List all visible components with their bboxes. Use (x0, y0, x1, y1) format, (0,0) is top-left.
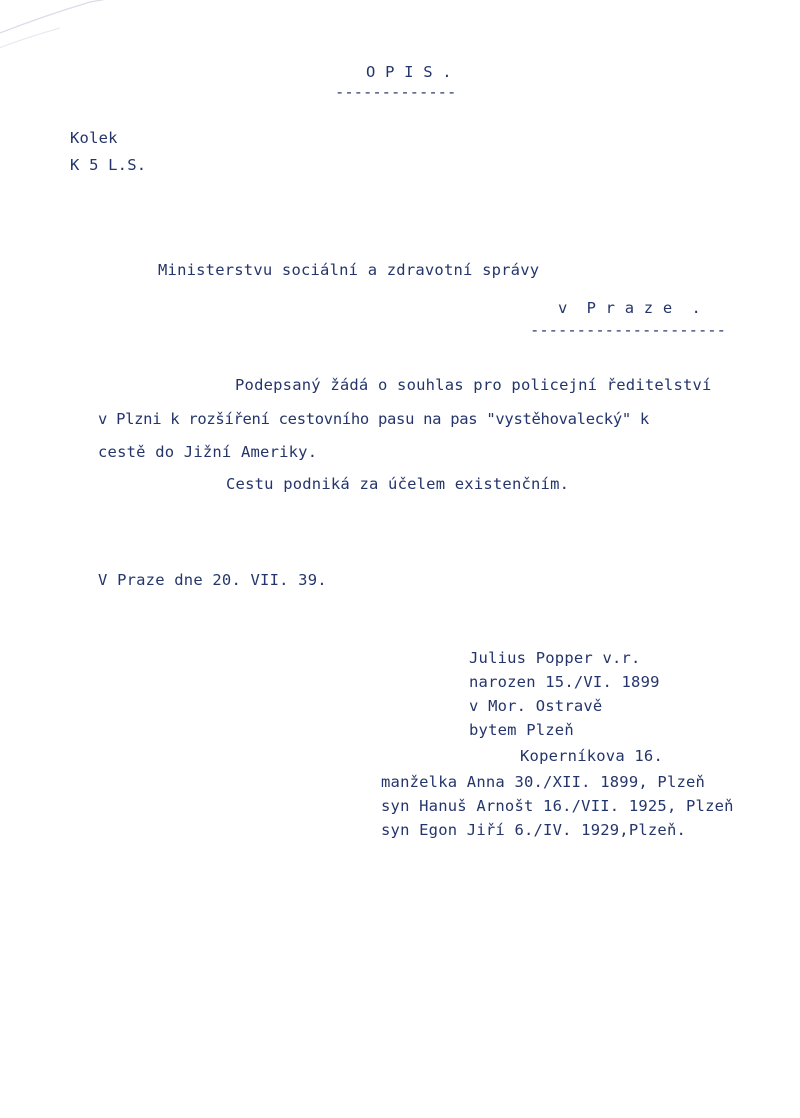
body-line-4: Cestu podniká za účelem existenčním. (226, 475, 570, 493)
stamp-value: K 5 L.S. (70, 156, 147, 174)
signature-residence: bytem Plzeň (469, 721, 574, 739)
paper-fold-mark (0, 0, 200, 80)
signature-born: narozen 15./VI. 1899 (469, 673, 660, 691)
body-line-2: v Plzni k rozšíření cestovního pasu na pas "vystěhovalecký" k (98, 410, 649, 428)
family-member-son-2: syn Egon Jiří 6./IV. 1929,Plzeň. (381, 821, 687, 839)
family-member-wife: manželka Anna 30./XII. 1899, Plzeň (381, 773, 706, 791)
date-line: V Praze dne 20. VII. 39. (98, 571, 327, 589)
signature-birthplace: v Mor. Ostravě (469, 697, 603, 715)
family-member-son-1: syn Hanuš Arnošt 16./VII. 1925, Plzeň (381, 797, 734, 815)
body-line-3: cestě do Jižní Ameriky. (98, 443, 318, 461)
body-line-1: Podepsaný žádá o souhlas pro policejní ředitelství (235, 376, 712, 394)
addressee-city-underline: --------------------- (530, 321, 726, 339)
signature-name: Julius Popper v.r. (469, 649, 641, 667)
document-heading: O P I S . (366, 63, 452, 81)
heading-underline: ------------- (335, 83, 457, 101)
addressee-city: v P r a z e . (558, 299, 701, 317)
signature-street: Koperníkova 16. (520, 747, 663, 765)
addressee-line: Ministerstvu sociální a zdravotní správy (158, 261, 540, 279)
stamp-label: Kolek (70, 129, 118, 147)
